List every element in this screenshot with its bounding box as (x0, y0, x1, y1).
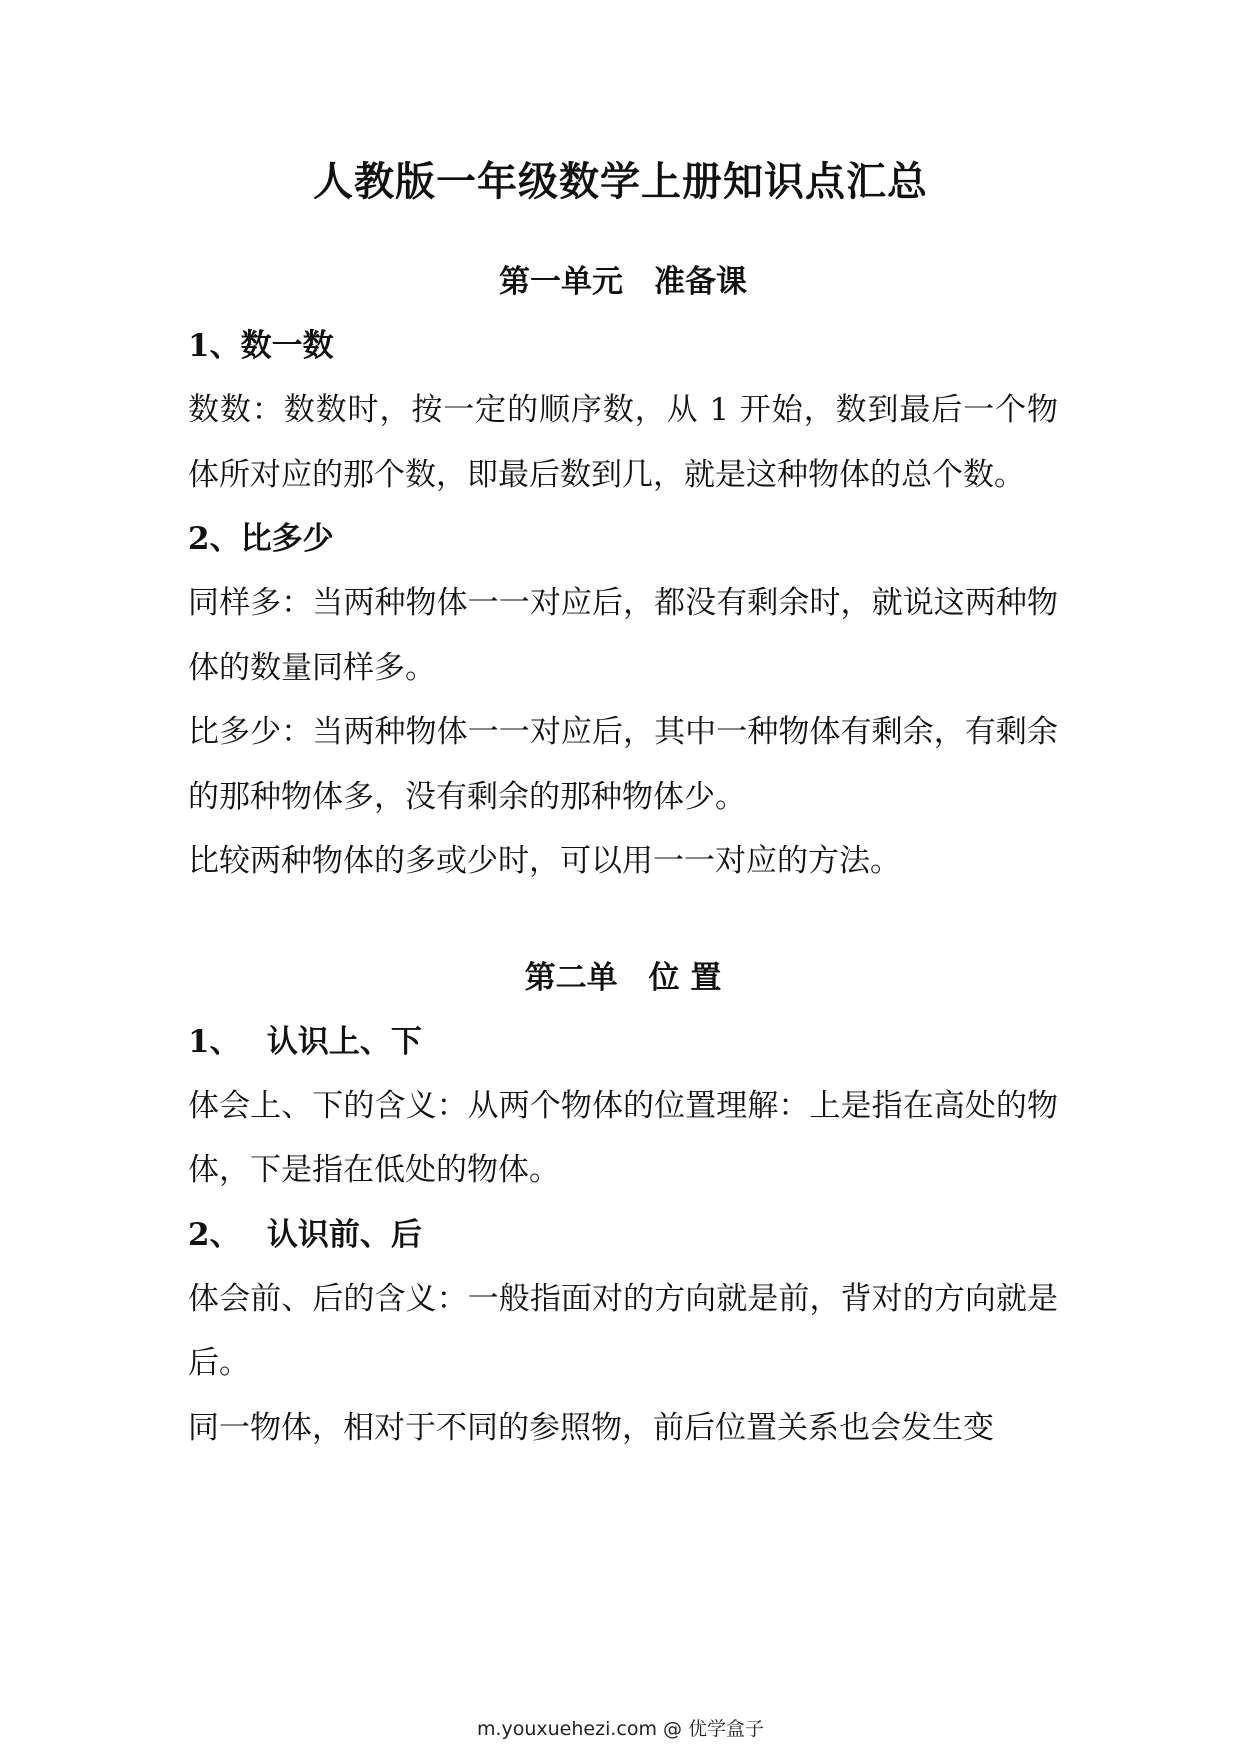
paragraph: 数数：数数时，按一定的顺序数，从 1 开始，数到最后一个物体所对应的那个数，即最后数到几，就是这种物体的总个数。 (188, 392, 1058, 493)
unit-heading: 第二单 位 置 (524, 959, 722, 996)
document-title: 人教版一年级数学上册知识点汇总 (313, 158, 928, 205)
unit-section (188, 946, 1058, 1461)
item-heading: 1、数一数 (188, 328, 334, 364)
paragraph: 体会上、下的含义：从两个物体的位置理解：上是指在高处的物体，下是指在低处的物体。 (188, 1087, 1058, 1188)
footer-watermark: m.youxuehezi.com @ 优学盒子 (476, 1718, 765, 1740)
item-heading: 2、比多少 (188, 521, 334, 557)
paragraph: 同样多：当两种物体一一对应后，都没有剩余时，就说这两种物体的数量同样多。 (188, 585, 1058, 686)
unit-heading: 第一单元 准备课 (499, 264, 747, 300)
item-heading: 1、 认识上、下 (188, 1023, 422, 1060)
paragraph: 体会前、后的含义：一般指面对的方向就是前，背对的方向就是后。 (188, 1280, 1058, 1381)
item-heading: 2、 认识前、后 (188, 1216, 422, 1253)
paragraph: 比多少：当两种物体一一对应后，其中一种物体有剩余，有剩余的那种物体多，没有剩余的那种物体少。 (188, 714, 1058, 815)
paragraph: 同一物体，相对于不同的参照物，前后位置关系也会发生变 (188, 1409, 994, 1446)
section-spacer (188, 894, 1058, 946)
document-body (188, 250, 1058, 1460)
paragraph: 比较两种物体的多或少时，可以用一一对应的方法。 (188, 843, 901, 879)
unit-section (188, 250, 1058, 894)
